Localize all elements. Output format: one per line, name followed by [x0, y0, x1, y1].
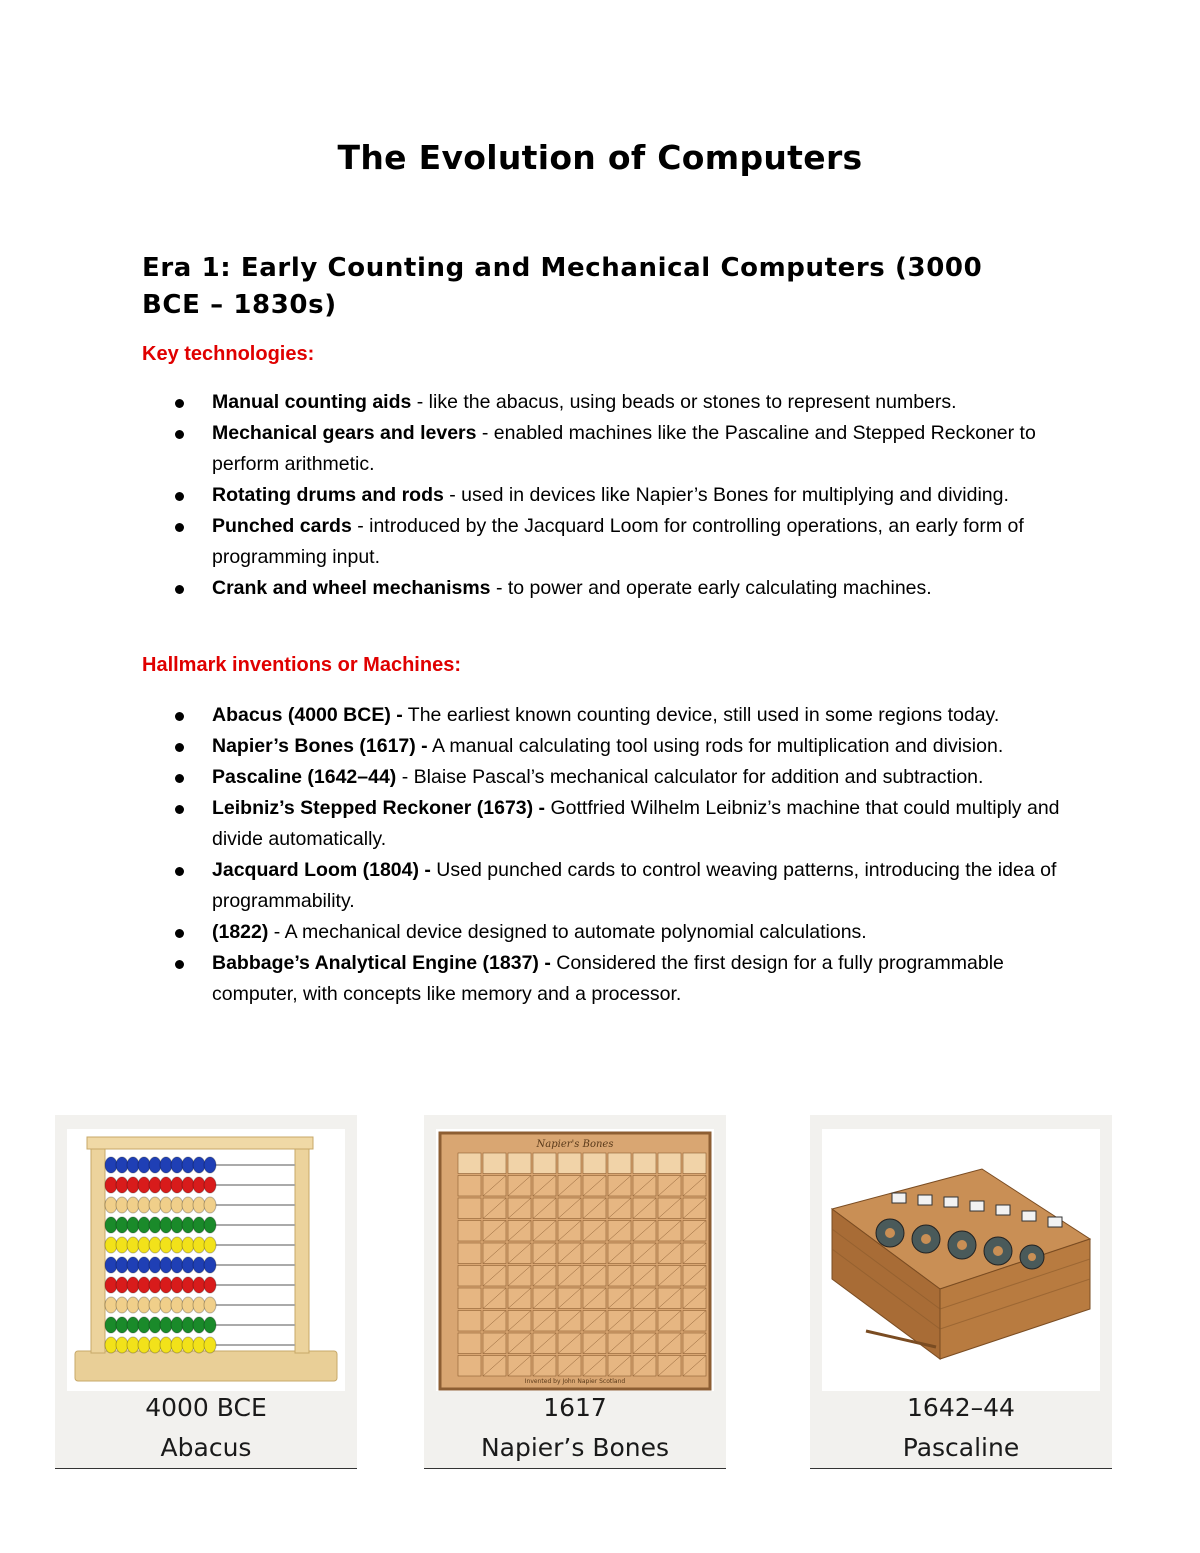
list-item: (1822) - A mechanical device designed to automate polynomial calculations.	[142, 917, 1062, 948]
hallmark-list	[142, 700, 1062, 1010]
list-item: Punched cards - introduced by the Jacquard Loom for controlling operations, an early form of programming input.	[142, 511, 1062, 573]
list-item: Leibniz’s Stepped Reckoner (1673) - Gottfried Wilhelm Leibniz’s machine that could multiply and divide automatically.	[142, 793, 1062, 855]
list-item: Pascaline (1642–44) - Blaise Pascal’s mechanical calculator for addition and subtraction.	[142, 762, 1062, 793]
era-heading: Era 1: Early Counting and Mechanical Computers (3000 BCE – 1830s)	[142, 253, 983, 320]
bullet-icon	[175, 399, 184, 408]
board-footer: Invented by John Napier Scotland	[524, 1378, 626, 1385]
abacus-card	[55, 1115, 357, 1469]
list-item: Rotating drums and rods - used in devices like Napier’s Bones for multiplying and dividing.	[142, 480, 1062, 511]
napiers-bones-illustration	[436, 1129, 714, 1391]
board-title: Napier's Bones	[536, 1139, 614, 1150]
list-item: Babbage’s Analytical Engine (1837) - Considered the first design for a fully programmable computer, with concepts like memory and a processor.	[142, 948, 1062, 1010]
key-technologies-heading: Key technologies:	[142, 343, 315, 365]
pascaline-image	[822, 1129, 1100, 1391]
bullet-icon	[175, 430, 184, 439]
list-item: Abacus (4000 BCE) - The earliest known counting device, still used in some regions today.	[142, 700, 1062, 731]
page-title: The Evolution of Computers	[337, 138, 863, 177]
abacus-year: 4000 BCE	[145, 1393, 267, 1422]
pascaline-name: Pascaline	[902, 1433, 1020, 1462]
list-item: Mechanical gears and levers - enabled machines like the Pascaline and Stepped Reckoner to perform arithmetic.	[142, 418, 1062, 480]
napiers-bones-image	[436, 1129, 714, 1391]
list-item: Napier’s Bones (1617) - A manual calculating tool using rods for multiplication and division.	[142, 731, 1062, 762]
bullet-icon	[175, 523, 184, 532]
pascaline-illustration	[822, 1129, 1100, 1391]
bullet-icon	[175, 960, 184, 969]
abacus-image	[67, 1129, 345, 1391]
hallmark-heading: Hallmark inventions or Machines:	[142, 654, 461, 676]
bullet-icon	[175, 712, 184, 721]
abacus-name: Abacus	[160, 1433, 252, 1462]
bullet-icon	[175, 585, 184, 594]
bullet-icon	[175, 743, 184, 752]
napiers-bones-card	[424, 1115, 726, 1469]
bullet-icon	[175, 805, 184, 814]
pascaline-year: 1642–44	[907, 1393, 1015, 1422]
bullet-icon	[175, 774, 184, 783]
list-item: Manual counting aids - like the abacus, using beads or stones to represent numbers.	[142, 387, 1062, 418]
key-technologies-list	[142, 387, 1062, 604]
bullet-icon	[175, 492, 184, 501]
bullet-icon	[175, 929, 184, 938]
list-item: Jacquard Loom (1804) - Used punched cards to control weaving patterns, introducing the idea of programmability.	[142, 855, 1062, 917]
list-item: Crank and wheel mechanisms - to power and operate early calculating machines.	[142, 573, 1062, 604]
pascaline-card	[810, 1115, 1112, 1469]
napiers-bones-year: 1617	[543, 1393, 607, 1422]
bullet-icon	[175, 867, 184, 876]
abacus-illustration	[67, 1129, 345, 1391]
napiers-bones-name: Napier’s Bones	[480, 1433, 670, 1462]
